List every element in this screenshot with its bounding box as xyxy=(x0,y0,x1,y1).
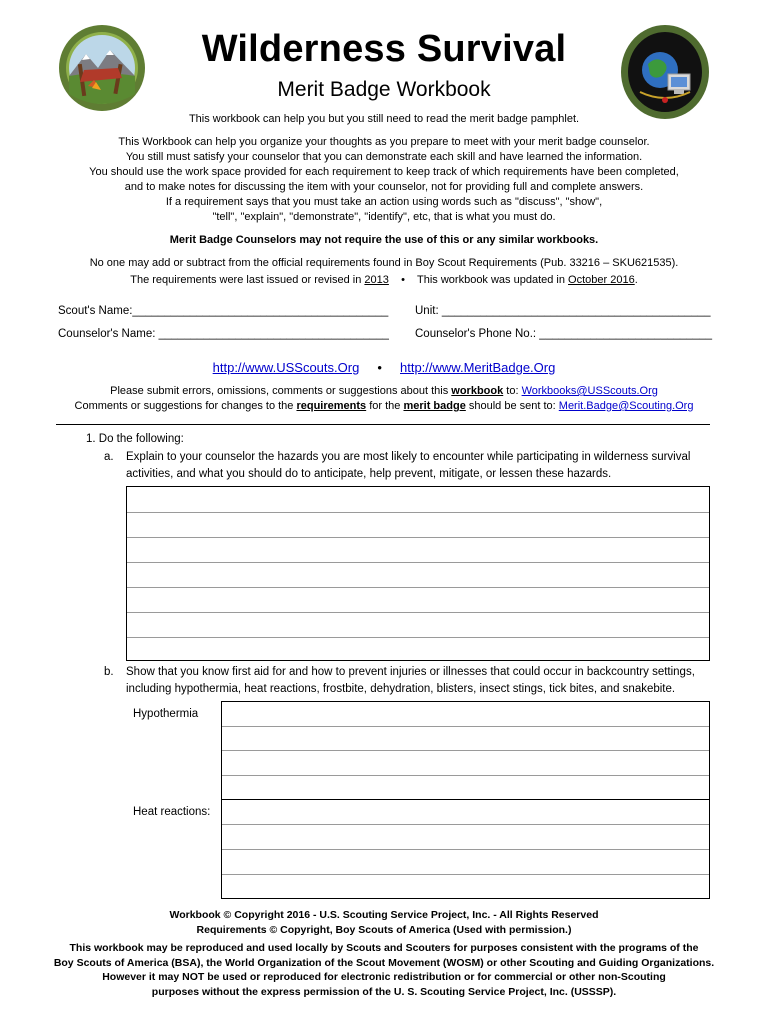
requirement-text-line: Show that you know first aid for and how to prevent injuries or illnesses that could occur in backcountry settings, xyxy=(126,666,695,678)
requirement-1a-label: a. xyxy=(104,451,114,463)
intro-paragraph-line: If a requirement says that you must take an action using words such as "discuss", "show", xyxy=(165,196,603,208)
requirement-text-line: including hypothermia, heat reactions, frostbite, dehydration, blisters, insect stings, tick bites, and snakebite. xyxy=(126,683,676,695)
page-title: Wilderness Survival xyxy=(201,28,567,70)
submit-text: Please submit errors, omissions, comments or suggestions about this xyxy=(110,385,452,397)
requirement-text-line: Explain to your counselor the hazards you are most likely to encounter while participating in wilderness survival xyxy=(126,451,691,463)
submit-emphasis: requirements xyxy=(296,400,367,412)
submit-line-2 xyxy=(0,399,768,414)
heat-reactions-answer-box[interactable] xyxy=(221,799,710,899)
issued-year: 2013 xyxy=(364,274,389,286)
intro-paragraph-line: "tell", "explain", "demonstrate", "identify", etc, that is what you must do. xyxy=(212,211,556,223)
bullet-separator: • xyxy=(377,360,382,375)
intro-paragraph-line: This Workbook can help you organize your thoughts as you prepare to meet with your merit badge counselor. xyxy=(118,136,650,148)
submit-text: Comments or suggestions for changes to the xyxy=(74,400,297,412)
footer-line: This workbook may be reproduced and used locally by Scouts and Scouters for purposes consistent with the programs of the xyxy=(69,942,699,954)
intro-paragraph-line: You should use the work space provided for each requirement to keep track of which requirements have been completed, xyxy=(89,166,679,178)
footer-line: Requirements © Copyright, Boy Scouts of America (Used with permission.) xyxy=(196,923,572,936)
intro-paragraph xyxy=(0,135,768,225)
meritbadge-email-link[interactable]: Merit.Badge@Scouting.Org xyxy=(558,400,694,412)
website-links xyxy=(0,360,768,375)
meritbadge-link[interactable]: http://www.MeritBadge.Org xyxy=(400,360,556,375)
updated-prefix: This workbook was updated in xyxy=(417,274,569,286)
submit-line-1 xyxy=(0,384,768,399)
counselor-phone-field[interactable]: Counselor's Phone No.: ___________________________ xyxy=(415,328,712,340)
usscouts-link[interactable]: http://www.USScouts.Org xyxy=(212,360,360,375)
requirement-1b-label: b. xyxy=(104,666,114,678)
submit-text: to: xyxy=(503,385,522,397)
submit-text: for the xyxy=(366,400,404,412)
submit-emphasis: merit badge xyxy=(403,400,466,412)
unit-field[interactable]: Unit: __________________________________________ xyxy=(415,305,711,317)
submit-emphasis: workbook xyxy=(451,385,504,397)
answer-box-1a[interactable] xyxy=(126,486,710,661)
period: . xyxy=(634,274,638,286)
intro-line: This workbook can help you but you still need to read the merit badge pamphlet. xyxy=(188,113,580,125)
revision-info xyxy=(0,273,768,288)
footer-line: However it may NOT be used or reproduced for electronic redistribution or for commercial or other non-Scouting xyxy=(102,971,666,983)
workbooks-email-link[interactable]: Workbooks@USScouts.Org xyxy=(521,385,658,397)
heat-reactions-label: Heat reactions: xyxy=(133,806,211,818)
scout-name-field[interactable]: Scout's Name:________________________________________ xyxy=(58,305,389,317)
copyright-footer xyxy=(0,908,768,937)
usage-footer xyxy=(0,941,768,999)
hypothermia-answer-box[interactable] xyxy=(221,701,710,800)
issued-prefix: The requirements were last issued or revised in xyxy=(130,274,365,286)
requirement-1b-text xyxy=(126,664,695,698)
footer-line: purposes without the express permission of the U. S. Scouting Service Project, Inc. (USSSP). xyxy=(151,985,617,998)
requirement-1: 1. Do the following: xyxy=(86,433,184,445)
submit-text: should be sent to: xyxy=(465,400,559,412)
section-divider xyxy=(56,424,710,425)
official-requirements-note: No one may add or subtract from the official requirements found in Boy Scout Requirements (Pub. 33216 – SKU621535). xyxy=(89,257,679,269)
footer-line: Workbook © Copyright 2016 - U.S. Scouting Service Project, Inc. - All Rights Reserved xyxy=(169,909,599,921)
intro-paragraph-line: and to make notes for discussing the item with your counselor, not for providing full and complete answers. xyxy=(124,181,644,193)
intro-paragraph-line: You still must satisfy your counselor that you can demonstrate each skill and have learned the information. xyxy=(125,151,643,163)
page-subtitle: Merit Badge Workbook xyxy=(277,78,491,101)
requirement-1a-text xyxy=(126,449,690,483)
counselor-note: Merit Badge Counselors may not require the use of this or any similar workbooks. xyxy=(169,234,599,246)
hypothermia-label: Hypothermia xyxy=(133,708,199,720)
requirement-text-line: activities, and what you should do to anticipate, help prevent, mitigate, or lessen these hazards. xyxy=(126,468,612,480)
counselor-name-field[interactable]: Counselor's Name: ____________________________________ xyxy=(58,328,389,340)
updated-date: October 2016 xyxy=(568,274,635,286)
footer-line: Boy Scouts of America (BSA), the World Organization of the Scout Movement (WOSM) or other Scouting and Guiding Organizations. xyxy=(53,956,715,969)
bullet-separator: • xyxy=(401,274,405,286)
